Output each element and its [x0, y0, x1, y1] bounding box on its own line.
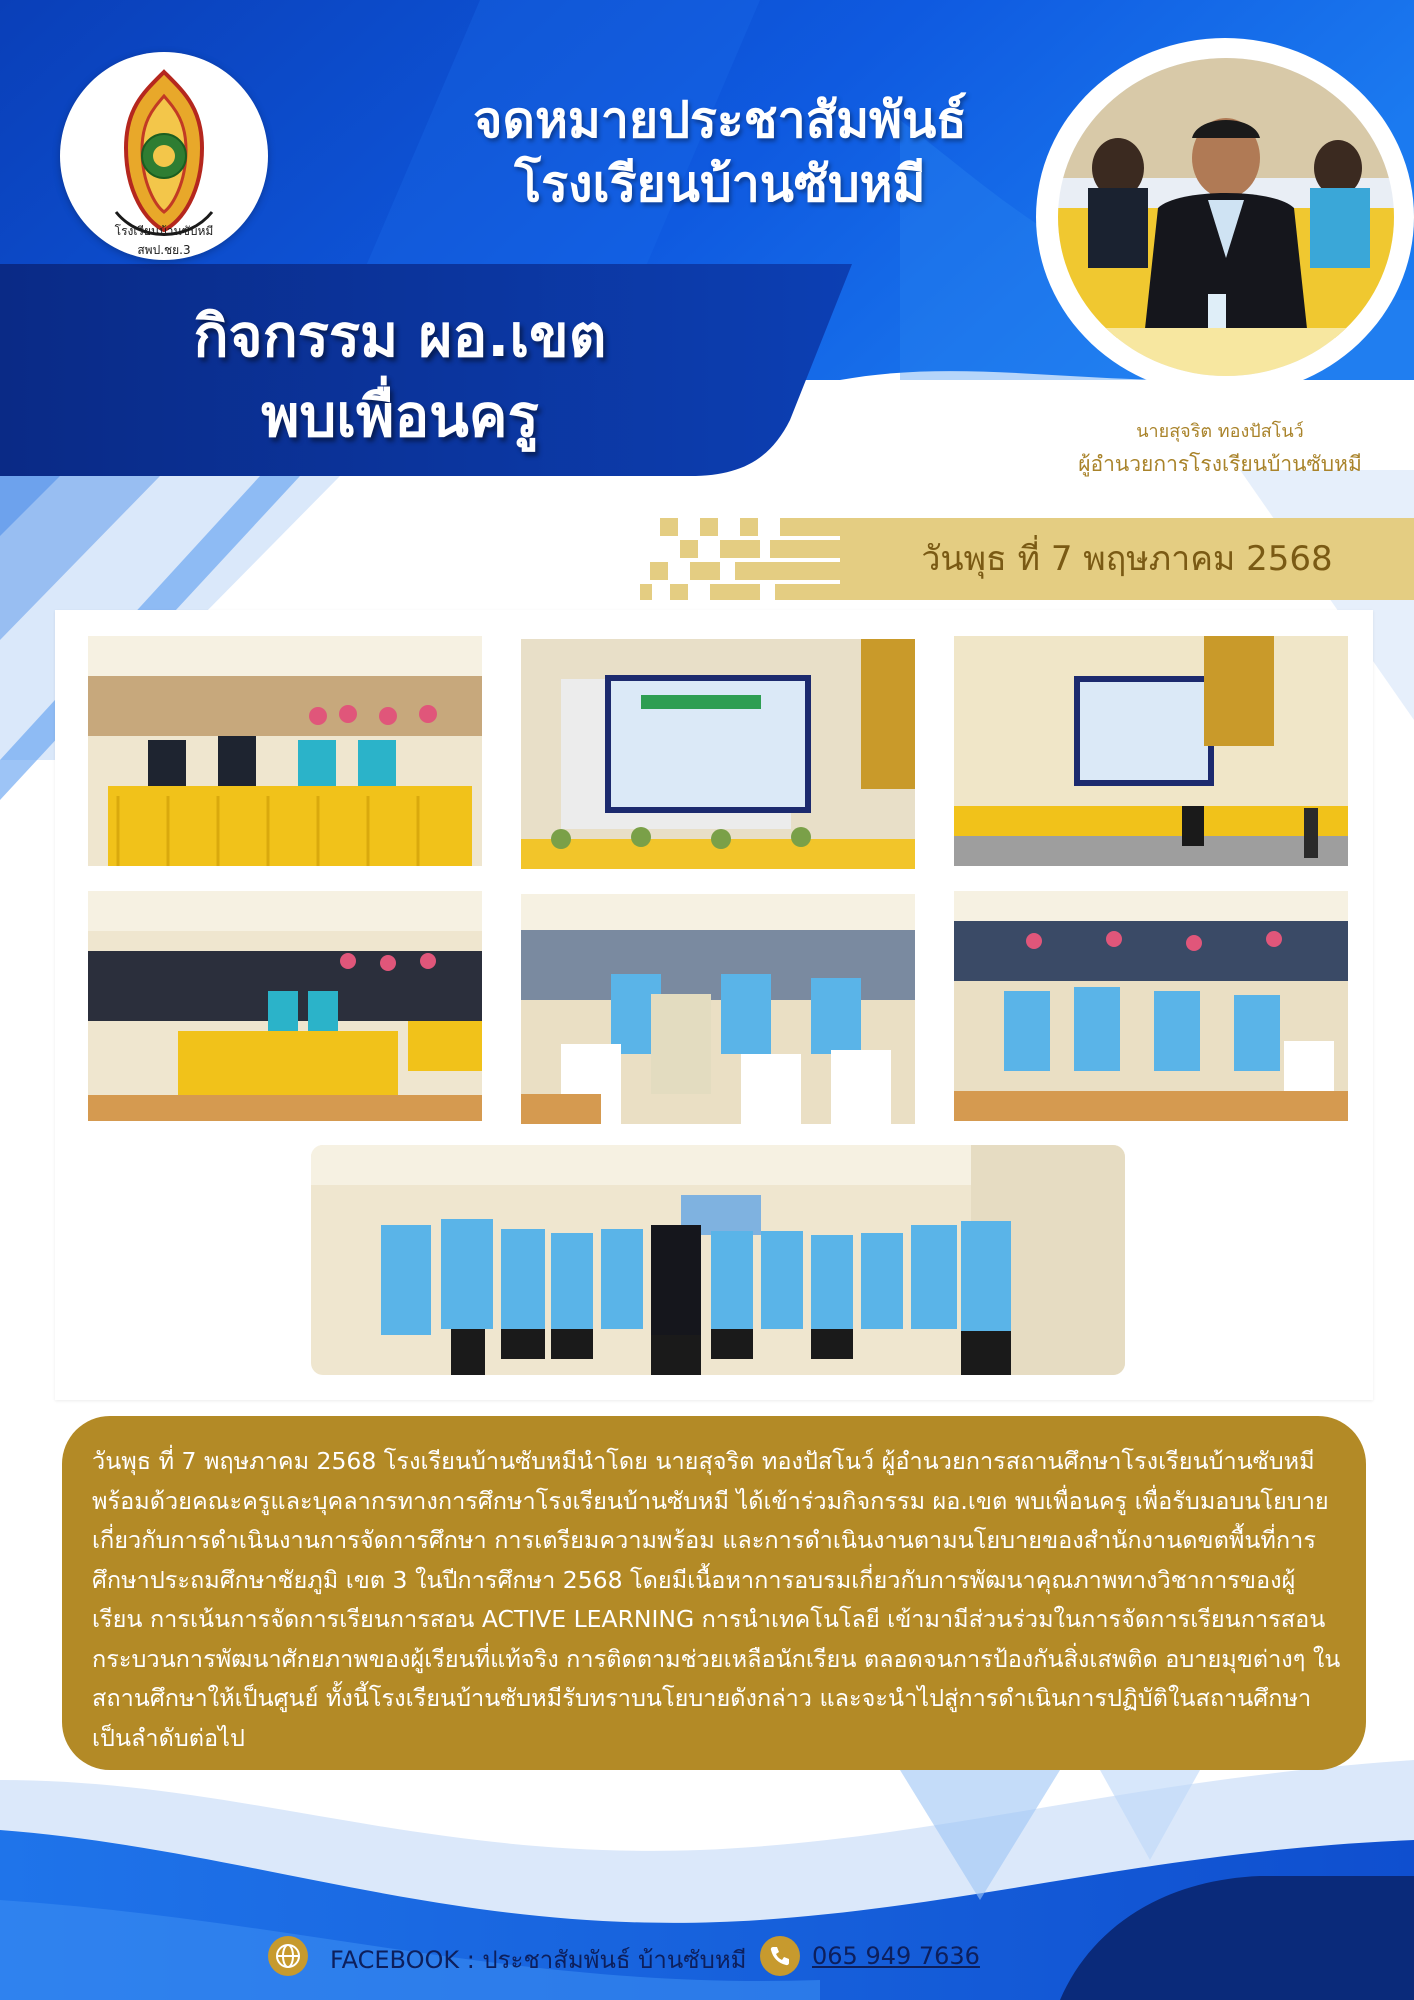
header-title-line1: จดหมายประชาสัมพันธ์: [473, 91, 967, 149]
event-date: วันพุธ ที่ 7 พฤษภาคม 2568: [921, 539, 1333, 579]
phone-number[interactable]: 065 949 7636: [812, 1942, 980, 1970]
director-name: นายสุจริต ทองปัสโนว์: [1136, 421, 1304, 442]
activity-title-line1: กิจกรรม ผอ.เขต: [193, 302, 607, 370]
globe-icon: [268, 1936, 308, 1976]
phone-icon: [760, 1936, 800, 1976]
photo-teachers-seated: [88, 636, 482, 866]
logo-caption: โรงเรียนบ้านซับหมี สพป.ชย.3: [114, 224, 214, 257]
photo-presentation-hall: [954, 636, 1348, 866]
activity-title: [130, 296, 670, 456]
header-title-line2: โรงเรียนบ้านซับหมี: [514, 155, 926, 213]
activity-title-line2: พบเพื่อนครู: [261, 382, 539, 450]
photo-audience-wide: [88, 891, 482, 1121]
photo-group: [311, 1145, 1125, 1375]
summary-text: วันพุธ ที่ 7 พฤษภาคม 2568 โรงเรียนบ้านซับหมีนำโดย นายสุจริต ทองปัสโนว์ ผู้อำนวยการสถานศึกษาโรงเรียนบ้านซับหมี พร้อมด้วยคณะครูและบุคลากรทางการศึกษาโรงเรียนบ้านซับหมี ได้เข้าร่วมกิจกรรม ผอ.เขต พบเพื่อนครู เพื่อรับมอบนโยบายเกี่ยวกับการดำเนินงานการจัดการศึกษา การเตรียมความพร้อม และการดำเนินงานตามนโยบายของสำนักงานดขตพื้นที่การศึกษาประถมศึกษาชัยภูมิ เขต 3 ในปีการศึกษา 2568 โดยมีเนื้อหาการอบรมเกี่ยวกับการพัฒนาคุณภาพทางวิชาการของผู้เรียน การเน้นการจัดการเรียนการสอน ACTIVE LEARNING การนำเทคโนโลยี เข้ามามีส่วนร่วมในการจัดการเรียนการสอน กระบวนการพัฒนาศักยภาพของผู้เรียนที่แท้จริง การติดตามช่วยเหลือนักเรียน ตลอดจนการป้องกันสิ่งเสพติด อบายมุขต่างๆ ในสถานศึกษาให้เป็นศูนย์ ทั้งนี้โรงเรียนบ้านซับหมีรับทราบนโยบายดังกล่าว และจะนำไปสู่การดำเนินการปฏิบัติในสถานศึกษาเป็นลำดับต่อไป: [92, 1447, 1341, 1752]
photo-gallery: [55, 610, 1373, 1400]
photo-teachers-in-chairs: [521, 894, 915, 1124]
facebook-label[interactable]: FACEBOOK : ประชาสัมพันธ์ บ้านซับหมี: [330, 1946, 747, 1974]
header-title: [380, 88, 1060, 216]
photo-presentation-screen: [521, 639, 915, 869]
photo-audience-rows: [954, 891, 1348, 1121]
director-photo: [1058, 58, 1394, 376]
director-position: ผู้อำนวยการโรงเรียนบ้านซับหมี: [1078, 452, 1362, 476]
